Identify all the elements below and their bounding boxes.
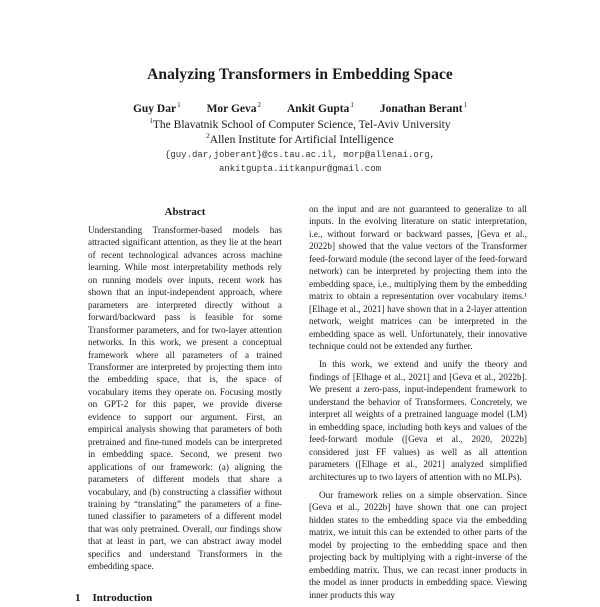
section-heading [75,592,152,604]
author: Mor Geva$^2$ [206,101,261,115]
affiliation: $^1$The Blavatnik School of Computer Science, Tel-Aviv University [149,117,451,131]
abstract-heading: Abstract [164,206,206,218]
body-paragraph: Our framework relies on a simple observation. Since [Geva et al., 2022b] have shown that one can project hidden states to the embedding space via the embedding matrix, we intuit this can be extended to other parts of the model by projecting to the embedding space and then projecting back by multiplying with a right-inverse of the embedding matrix. Thus, we can recast inner products in the model as inner products in embedding space. Viewing inner products this way [309,489,527,600]
paper-title: Analyzing Transformers in Embedding Space [147,66,453,83]
affiliation: $^2$Allen Institute for Artificial Intelligence [206,132,394,146]
body-paragraph: In this work, we extend and unify the theory and findings of [Elhage et al., 2021] and [Geva et al., 2022b]. We present a zero-pass, input-independent framework to understand the behavior of Transformers. Concretely, we interpret all weights of a pretrained language model (LM) in embedding space, including both keys and values of the feed-forward module ([Geva et al., 2020, 2022b] considered just FF values) as well as all attention parameters ([Elhage et al., 2021] analyzed simplified architectures up to two layers of attention with no MLPs). [309,359,527,482]
author: Jonathan Berant$^1$ [379,101,468,115]
abstract-text: Understanding Transformer-based models has attracted significant attention, as they lie at the heart of recent technological advances across machine learning. While most interpretability methods rely on running models over inputs, recent work has shown that an input-independent approach, where parameters are interpreted directly without a forward/backward pass is feasible for some Transformer parameters, and for two-layer attention networks. In this work, we present a conceptual framework where all parameters of a trained Transformer are interpreted by projecting them into the embedding space, that is, the space of vocabulary items they operate on. Focusing mostly on GPT-2 for this paper, we provide diverse evidence to support our argument. First, an empirical analysis showing that parameters of both pretrained and fine-tuned models can be interpreted in embedding space. Second, we present two applications of our framework: (a) aligning the parameters of different models that share a vocabulary, and (b) constructing a classifier without training by “translating” the parameters of a fine-tuned classifier to parameters of a different model that was only pretrained. Overall, our findings show that at least in part, we can abstract away model specifics and understand Transformers in the embedding space. [88,225,282,572]
section-number: 1 [75,592,81,604]
author: Ankit Gupta$^1$ [287,101,354,115]
author-emails: ankitgupta.iitkanpur@gmail.com [218,164,382,174]
author-list [0,101,600,115]
author-emails: {guy.dar,joberant}@cs.tau.ac.il, morp@allenai.org, [164,150,436,160]
body-paragraph: on the input and are not guaranteed to generalize to all inputs. In the evolving literature on static interpretation, i.e., without forward or backward passes, [Geva et al., 2022b] showed that the value vectors of the Transformer feed-forward module (the second layer of the feed-forward network) can be interpreted by projecting them into the embedding space, i.e., multiplying them by the embedding matrix to obtain a representation over vocabulary items.¹ [Elhage et al., 2021] have shown that in a 2-layer attention network, weight matrices can be interpreted in the embedding space as well. Unfortunately, their innovative technique could not be extended any further. [309,204,527,351]
body-column-right [309,203,527,607]
section-title: Introduction [92,592,153,604]
author: Guy Dar$^1$ [132,101,181,115]
